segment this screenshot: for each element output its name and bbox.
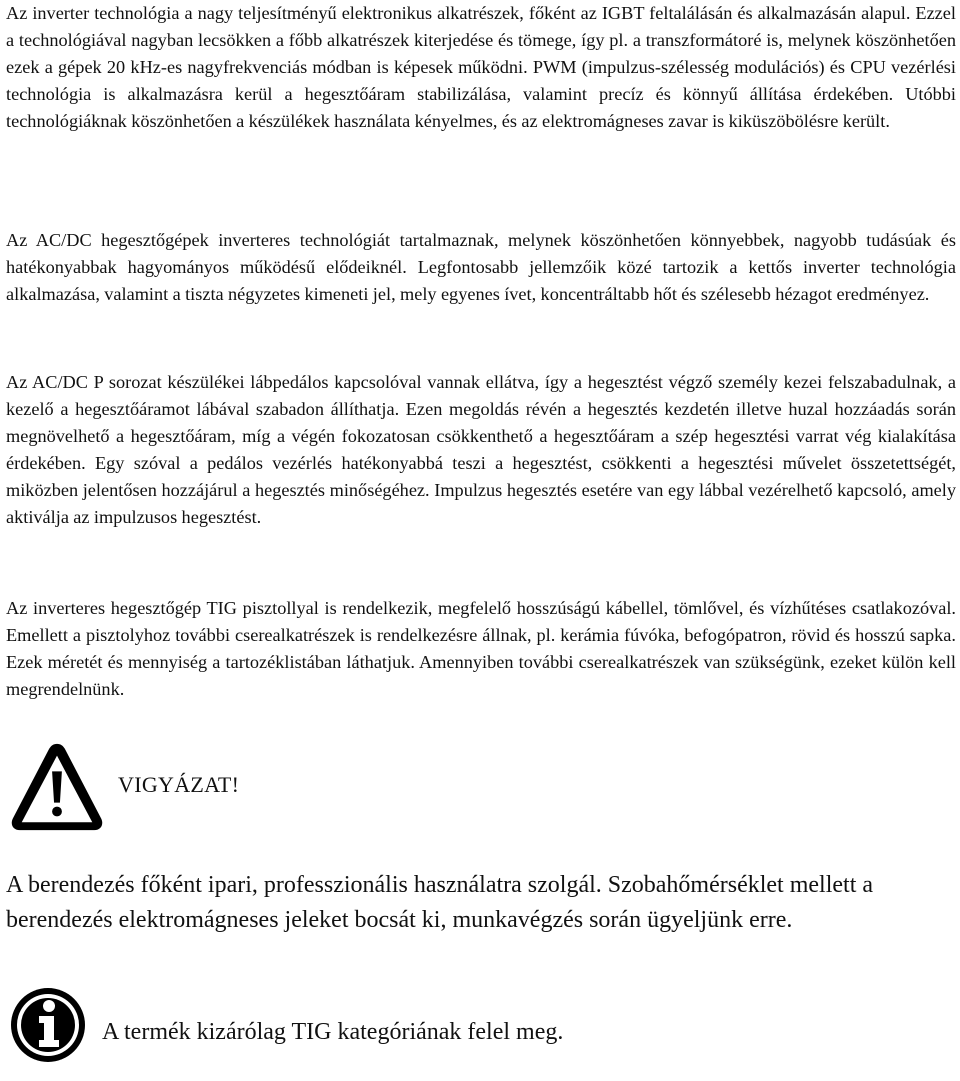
paragraph-inverter-technology: Az inverter technológia a nagy teljesítményű elektronikus alkatrészek, főként az IGBT feltalálásán és alkalmazásán alapul. Ezzel a technológiával nagyban lecsökken a főbb alkatrészek kiterjedése és tömege, így pl. a transzformátoré is, melynek köszönhetően ezek a gépek 20 kHz-es nagyfrekvenciás módban is képesek működni. PWM (impulzus-szélesség modulációs) és CPU vezérlési technológia is alkalmazásra kerül a hegesztőáram stabilizálása, valamint precíz és könnyű állítása érdekében. Utóbbi technológiáknak köszönhetően a készülékek használata kényelmes, és az elektromágneses zavar is kiküszöbölésre került.	[6, 3, 956, 131]
warning-triangle-icon	[8, 738, 106, 836]
info-icon	[8, 985, 88, 1065]
warning-label: VIGYÁZAT!	[118, 772, 240, 797]
paragraph-pedal-control: Az AC/DC P sorozat készülékei lábpedálos kapcsolóval vannak ellátva, így a hegesztést végző személy kezei felszabadulnak, a kezelő a hegesztőáramot lábával szabadon állíthatja. Ezen megoldás révén a hegesztés kezdetén illetve huzal hozzáadás során megnövelhető a hegesztőáram, míg a végén fokozatosan csökkenthető a hegesztőáram a szép hegesztési varrat vég kialakítása érdekében. Egy szóval a pedálos vezérlés hatékonyabbá teszi a hegesztést, csökkenti a hegesztési művelet összetettségét, miközben jelentősen hozzájárul a hegesztés minőségéhez. Impulzus hegesztés esetére van egy lábbal vezérelhető kapcsoló, amely aktiválja az impulzusos hegesztést.	[6, 372, 956, 527]
paragraph-tig-torch: Az inverteres hegesztőgép TIG pisztollyal is rendelkezik, megfelelő hosszúságú kábellel, tömlővel, és vízhűtéses csatlakozóval. Emellett a pisztolyhoz további cserealkatrészek is rendelkezésre állnak, pl. kerámia fúvóka, befogópatron, rövid és hosszú sapka. Ezek méretét és mennyiség a tartozéklistában láthatjuk. Amennyiben további cserealkatrészek van szükségünk, ezeket külön kell megrendelnünk.	[6, 598, 956, 699]
paragraph-acdc-welders: Az AC/DC hegesztőgépek inverteres technológiát tartalmaznak, melynek köszönhetően könnyebbek, nagyobb tudásúak és hatékonyabbak hagyományos működésű elődeiknél. Legfontosabb jellemzőik közé tartozik a kettős inverter technológia alkalmazása, valamint a tiszta négyzetes kimeneti jel, mely egyenes ívet, koncentráltabb hőt és szélesebb hézagot eredményez.	[6, 230, 956, 304]
info-text: A termék kizárólag TIG kategóriának felel meg.	[102, 1019, 564, 1045]
warning-block	[6, 738, 946, 848]
warning-text: A berendezés főként ipari, professzionális használatra szolgál. Szobahőmérséklet mellett a berendezés elektromágneses jeleket bocsát ki, munkavégzés során ügyeljünk erre.	[6, 872, 874, 933]
info-block	[8, 985, 948, 1075]
